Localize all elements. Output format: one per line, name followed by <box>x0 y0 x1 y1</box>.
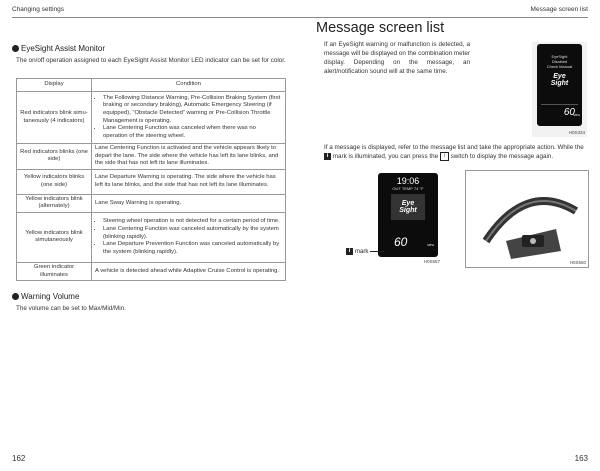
right-page <box>300 0 600 471</box>
running-header-left: Changing settings <box>12 6 65 13</box>
eyesight-logo <box>537 73 582 87</box>
bullet-icon <box>12 45 19 52</box>
display-image-2 <box>346 170 462 266</box>
intro-paragraph: If an EyeSight warning or malfunction is detected, a message will be displayed on the combination meter display. Depending on the message, an alert/notification sound will at the same time. <box>324 41 470 75</box>
warning-volume-text: The volume can be set to Max/Mid/Min. <box>16 305 126 312</box>
eyesight-intro: The on/off operation assigned to each EyeSight Assist Monitor LED indicator can be set for color. <box>16 57 286 64</box>
table-cell-display: Yellow indicators blink simutaneously <box>17 212 92 262</box>
meter-screen <box>378 173 438 257</box>
header-rule <box>12 17 300 18</box>
image-code: H0S557 <box>423 259 440 264</box>
table-row <box>17 194 286 212</box>
logo-text: Eye <box>401 200 415 207</box>
table-row <box>17 144 286 170</box>
table-row <box>17 92 286 144</box>
table-header-condition: Condition <box>92 79 286 92</box>
mark-label: mark <box>355 248 369 255</box>
table-cell-condition <box>92 92 286 144</box>
message-line: Disabled <box>551 59 568 64</box>
bullet-icon <box>12 293 19 300</box>
page-number-right: 163 <box>574 454 588 463</box>
condition-item: • Lane Departure Prevention Function was canceled automatically by the system (blinking rapidly). <box>103 241 282 256</box>
warning-volume-title <box>12 292 79 301</box>
eyesight-section-title <box>12 44 105 53</box>
message-line: Check Manual <box>546 64 573 69</box>
image-code: H0S334 <box>568 130 585 135</box>
speed-readout: 60 <box>394 235 408 249</box>
eyesight-title-text: EyeSight Assist Monitor <box>21 44 106 53</box>
disabled-message <box>537 54 582 69</box>
eyesight-logo <box>391 194 425 220</box>
table-cell-condition <box>92 212 286 262</box>
speed-unit: MPH <box>573 113 580 117</box>
callout-line <box>370 251 384 252</box>
condition-item: • Lane Centering Function was canceled when there was no operation of the steering wheel. <box>103 125 282 140</box>
condition-item: • The Following Distance Warning, Pre-Collision Braking System (first braking or secondary braking), Automatic Emergency Steering (if equipped), “Obstacle Detected” warning or Pre-Collision Throttle Management is operating. <box>103 95 282 125</box>
logo-text: Eye <box>553 73 566 80</box>
logo-text: Sight <box>399 207 417 214</box>
message-line: EyeSight <box>551 54 568 59</box>
logo-text: Sight <box>550 80 569 87</box>
table-cell-condition: Lane Centering Function is activated and the vehicle appears likely to depart the lane. The side where the vehicle has left its lane blinks, and the side that has not left its lane illuminates. <box>92 144 286 170</box>
indicator-table <box>16 78 286 281</box>
switch-button-icon <box>530 238 536 244</box>
steering-wheel-illustration <box>466 171 588 261</box>
instruction-text: If a message is displayed, refer to the message list and take the appropriate action. While the <box>324 144 584 151</box>
divider <box>541 104 578 105</box>
table-row <box>17 169 286 194</box>
instruction-text: switch to display the message again. <box>450 153 554 161</box>
info-mark-icon: i <box>324 153 331 160</box>
mark-callout <box>346 248 384 255</box>
meter-screen <box>537 44 582 126</box>
table-header-row <box>17 79 286 92</box>
table-header-display: Display <box>17 79 92 92</box>
info-mark-icon: i <box>346 248 353 255</box>
table-cell-display: Red indicators blink simutaneously (4 indicators) <box>17 92 92 144</box>
condition-item: • Steering wheel operation is not detected for a certain period of time. <box>103 218 282 226</box>
table-cell-display: Yellow indicators blink (alternately) <box>17 194 92 212</box>
table-cell-display: Yellow indicators blinks (one side) <box>17 169 92 194</box>
display-image-1 <box>532 42 587 137</box>
info-switch-icon: i <box>440 152 449 161</box>
table-cell-display: Red indicators blinks (one side) <box>17 144 92 170</box>
clock-readout: 19:06 <box>396 176 420 186</box>
image-code: H0S550 <box>569 260 586 265</box>
instruction-paragraph <box>324 143 588 161</box>
table-row <box>17 212 286 262</box>
instruction-text: mark is illuminated, you can press the <box>332 153 439 161</box>
condition-item: • Lane Centering Function was canceled automatically by the system (blinking rapidly). <box>103 226 282 241</box>
header-rule <box>300 17 588 18</box>
table-row <box>17 262 286 280</box>
table-cell-display: Green indicator illuminates <box>17 262 92 280</box>
speed-readout: 60 <box>563 107 575 118</box>
page-number-left: 162 <box>12 454 26 463</box>
table-cell-condition: Lane Sway Warning is operating. <box>92 194 286 212</box>
running-header-right: Message screen list <box>530 6 588 13</box>
speed-unit: MPH <box>427 243 434 247</box>
warning-volume-title-text: Warning Volume <box>21 292 80 301</box>
outside-temp: OUT TEMP 74 °F <box>392 186 424 191</box>
table-cell-condition: Lane Departure Warning is operating. The side where the vehicle has left its lane blinks, and the side that has not left its lane illuminates. <box>92 169 286 194</box>
table-cell-condition: A vehicle is detected ahead while Adaptive Cruise Control is operating. <box>92 262 286 280</box>
page-title: Message screen list <box>316 20 445 36</box>
display-image-3 <box>465 170 589 268</box>
